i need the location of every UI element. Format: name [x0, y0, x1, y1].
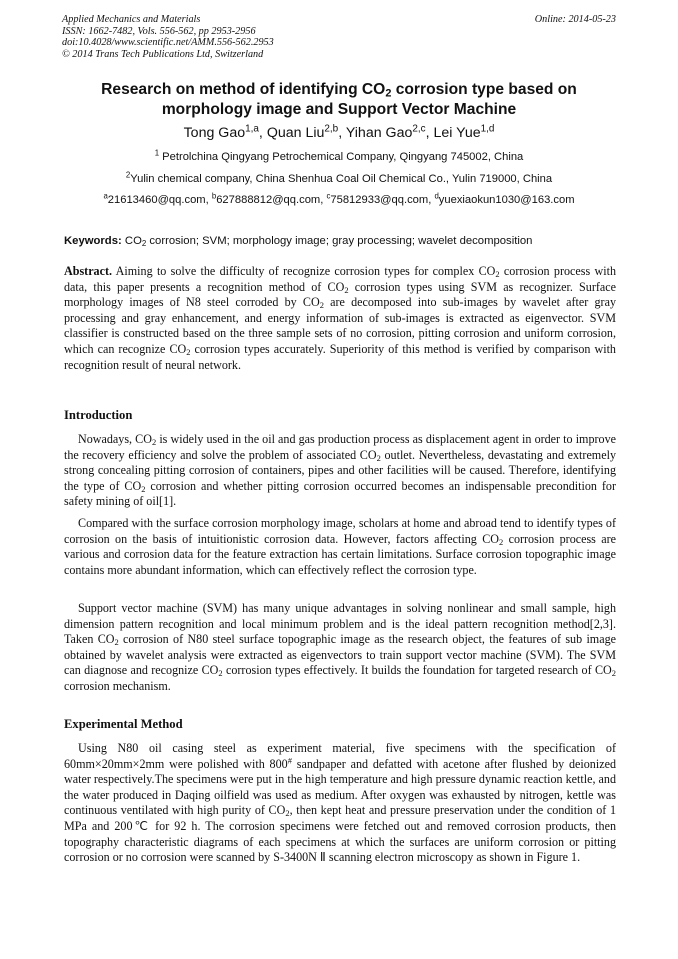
journal-issn: ISSN: 1662-7482, Vols. 556-562, pp 2953-2956 [62, 25, 256, 37]
body-text: corrosion types effectively. It builds the foundation for targeted research of CO [222, 663, 612, 678]
body-text: corrosion mechanism. [64, 678, 171, 693]
subscript: 2 [499, 536, 504, 547]
body-text: outlet. Nevertheless, devastating and extremely strong concealing pitting corrosion of containers, pipes and other facilities will be caused. Therefore, identifying the type of CO [64, 447, 616, 493]
subscript: 2 [186, 347, 191, 358]
title-subscript: 2 [385, 87, 392, 100]
abstract-text: corrosion types accurately. Superiority of this method is verified by comparison with recognition result of neural network. [64, 341, 616, 372]
abstract [64, 264, 616, 373]
affiliation-text: Petrolchina Qingyang Petrochemical Company, Qingyang 745002, China [159, 151, 524, 163]
author-marker: 1,d [480, 123, 495, 135]
abstract-text: corrosion types using SVM as recognizer. Surface morphology images of N8 steel corroded by CO [64, 279, 616, 310]
journal-header [62, 14, 616, 60]
section-heading-introduction: Introduction [64, 408, 133, 422]
body-text: corrosion process are various and corrosion data for the feature extraction has certain limitations. Surface corrosion topographic image contains more abundant information, which can effectively reflect the corrosion type. [64, 531, 617, 577]
keywords [64, 234, 616, 248]
email-marker: d [434, 191, 439, 201]
abstract-text: Aiming to solve the difficulty of recognize corrosion types for complex CO [112, 264, 496, 278]
body-text: , then kept heat and pressure preservation under the condition of 1 MPa and 200℃ for 92 h. The corrosion specimens were fetched out and removed corrosion products, then topography characteristic diagrams of each specimens at which the surfaces are uniform corrosion or pitting corrosion or no corrosion were scanned by S-3400N Ⅱ scanning electron microscopy as shown in Figure 1. [64, 803, 616, 865]
body-text: Compared with the surface corrosion morphology image, scholars at home and abroad tend to identify types of corrosion on the basis of intuitionistic corrosion data. However, factors affecting CO [64, 516, 616, 546]
subscript: 2 [344, 284, 349, 295]
subscript: 2 [218, 668, 223, 679]
body-text: sandpaper and defatted with acetone after flushed by deionized water respectively.The specimens were put in the high temperature and high pressure dynamic reaction kettle, and the water produced in Daqing oilfield was used as medium. After oxygen was exhausted by nitrogen, kettle was continuous ventilated with high purity of CO [64, 756, 616, 818]
email-marker: a [103, 191, 108, 201]
title-text: corrosion type based on [391, 81, 577, 98]
intro-paragraph-3 [64, 601, 616, 695]
email-list [40, 193, 638, 207]
email-address: yuexiaokun1030@163.com [438, 194, 575, 206]
journal-copyright: © 2014 Trans Tech Publications Ltd, Switzerland [62, 48, 264, 60]
journal-doi: doi:10.4028/www.scientific.net/AMM.556-562.2953 [62, 37, 274, 48]
subscript: 2 [114, 637, 119, 648]
subscript: 2 [319, 300, 324, 311]
author-marker: 1,a [245, 123, 259, 135]
email-address: 75812933@qq.com, [330, 194, 435, 206]
affiliation-marker: 1 [154, 148, 160, 158]
intro-paragraph-1 [64, 432, 616, 510]
email-address: 21613460@qq.com, [107, 194, 212, 206]
superscript: # [287, 754, 292, 765]
author-separator: , [258, 125, 267, 141]
affiliation-text: Yulin chemical company, China Shenhua Coal Oil Chemical Co., Yulin 719000, China [130, 173, 553, 185]
author-name: Tong Gao [183, 125, 246, 141]
affiliation-marker: 2 [125, 170, 131, 180]
email-marker: c [326, 191, 331, 201]
author-name: Yihan Gao [345, 125, 413, 141]
author-separator: , [338, 125, 346, 141]
keywords-label: Keywords: [64, 235, 122, 247]
keywords-text: corrosion; SVM; morphology image; gray processing; wavelet decomposition [146, 235, 533, 247]
body-text: corrosion and whether pitting corrosion occurred becomes an indispensable precondition for safety mining of oil[1]. [64, 478, 616, 509]
email-address: 627888812@qq.com, [216, 194, 327, 206]
subscript: 2 [495, 269, 500, 280]
author-name: Quan Liu [266, 125, 325, 141]
abstract-text: corrosion process with data, this paper presents a recognition method of CO [64, 264, 616, 294]
experimental-paragraph-1 [64, 741, 616, 866]
abstract-label: Abstract. [64, 264, 113, 278]
body-text: Using N80 oil casing steel as experiment material, five specimens with the specification of 60mm×20mm×2mm were polished with 800 [64, 741, 616, 771]
body-text: Support vector machine (SVM) has many unique advantages in solving nonlinear and small sample, high dimension pattern recognition and local minimum problem and is the ideal pattern recognition method[2,3]. Taken CO [64, 601, 616, 647]
affiliation-1 [40, 150, 638, 164]
section-heading-experimental-method: Experimental Method [64, 717, 183, 731]
title-text-line2: morphology image and Support Vector Machine [161, 100, 517, 118]
author-list [40, 124, 638, 142]
author-marker: 2,c [412, 123, 426, 135]
author-separator: , [425, 125, 434, 141]
body-text: is widely used in the oil and gas production process as displacement agent in order to improve the recovery efficiency and solve the problem of associated CO [64, 432, 616, 462]
paper-title [40, 80, 638, 119]
abstract-text: are decomposed into sub-images by wavelet after gray processing and gray enhancement, and energy information of sub-images is extracted as eigenvector. SVM classifier is constructed based on the three sample sets of no corrosion, pitting corrosion and uniform corrosion, which can recognize CO [64, 295, 616, 356]
body-text: corrosion of N80 steel surface topographic image as the research object, the features of sub image obtained by wavelet analysis were extracted as eigenvectors to train support vector machine (SVM). The SVM can diagnose and recognize CO [64, 632, 616, 678]
subscript: 2 [376, 452, 381, 463]
intro-paragraph-2 [64, 516, 616, 578]
author-name: Lei Yue [433, 125, 481, 141]
online-date: Online: 2014-05-23 [534, 14, 616, 25]
affiliation-2 [40, 172, 638, 186]
subscript: 2 [285, 808, 290, 819]
email-marker: b [211, 191, 217, 201]
title-text: Research on method of identifying CO [101, 81, 386, 98]
keywords-text: CO [121, 235, 142, 247]
subscript: 2 [141, 483, 146, 494]
author-marker: 2,b [324, 123, 339, 135]
subscript: 2 [151, 437, 157, 448]
body-text: Nowadays, CO [78, 432, 152, 446]
subscript: 2 [611, 668, 616, 679]
subscript: 2 [141, 238, 147, 248]
journal-name: Applied Mechanics and Materials [62, 14, 201, 25]
